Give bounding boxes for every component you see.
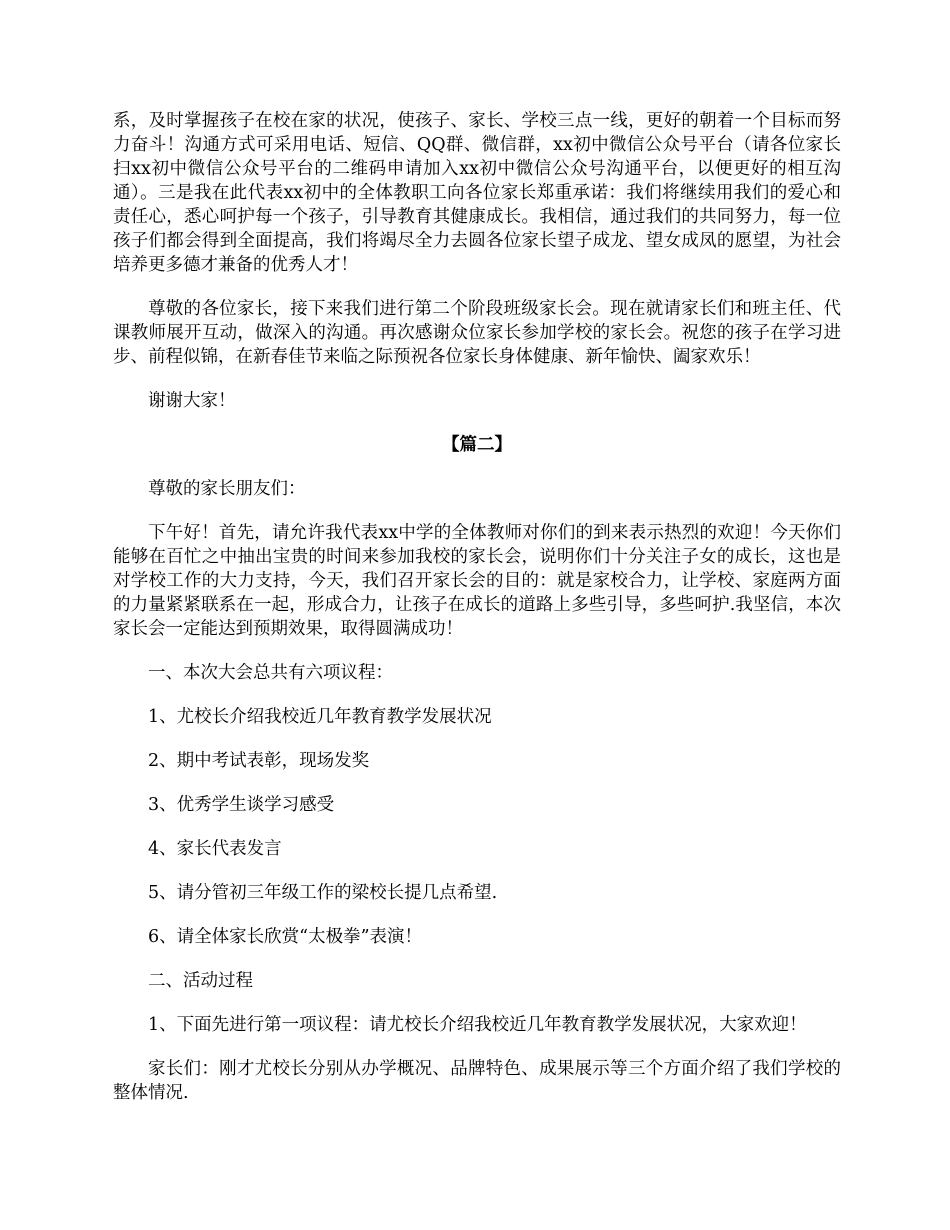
agenda-item: 1、尤校长介绍我校近几年教育教学发展状况: [148, 707, 492, 727]
document-page: [113, 109, 841, 1105]
paragraph-thanks: 谢谢大家！: [148, 391, 236, 411]
paragraph-salutation: 尊敬的家长朋友们：: [148, 479, 306, 499]
agenda-item: 3、优秀学生谈学习感受: [148, 795, 335, 815]
paragraph-continuation: 系，及时掌握孩子在校在家的状况，使孩子、家长、学校三点一线，更好的朝着一个目标而努力奋斗！沟通方式可采用电话、短信、QQ群、微信群，xx初中微信公众号平台（请各位家长扫xx初中微信公众号平台的二维码申请加入xx初中微信公众号沟通平台，以便更好的相互沟通）。三是我在此代表xx初中的全体教职工向各位家长郑重承诺：我们将继续用我们的爱心和责任心，悉心呵护每一个孩子，引导教育其健康成长。我相信，通过我们的共同努力，每一位孩子们都会得到全面提高，我们将竭尽全力去圆各位家长望子成龙、望女成凤的愿望，为社会培养更多德才兼备的优秀人才！: [113, 111, 841, 275]
paragraph-closing-remarks: 尊敬的各位家长，接下来我们进行第二个阶段班级家长会。现在就请家长们和班主任、代课教师展开互动，做深入的沟通。再次感谢众位家长参加学校的家长会。祝您的孩子在学习进步、前程似锦，在新春佳节来临之际预祝各位家长身体健康、新年愉快、阖家欢乐！: [113, 299, 841, 367]
paragraph-welcome: 下午好！首先，请允许我代表xx中学的全体教师对你们的到来表示热烈的欢迎！今天你们能够在百忙之中抽出宝贵的时间来参加我校的家长会，说明你们十分关注子女的成长，这也是对学校工作的大力支持，今天，我们召开家长会的目的：就是家校合力，让学校、家庭两方面的力量紧紧联系在一起，形成合力，让孩子在成长的道路上多些引导，多些呵护.我坚信，本次家长会一定能达到预期效果，取得圆满成功！: [113, 523, 841, 639]
paragraph-agenda-intro: 一、本次大会总共有六项议程：: [148, 663, 393, 683]
paragraph-process-heading: 二、活动过程: [148, 971, 253, 991]
paragraph-process-step: 1、下面先进行第一项议程：请尤校长介绍我校近几年教育教学发展状况，大家欢迎！: [148, 1015, 807, 1035]
agenda-item: 4、家长代表发言: [148, 839, 282, 859]
agenda-item: 2、期中考试表彰，现场发奖: [148, 751, 370, 771]
section-heading: 【篇二】: [442, 435, 512, 455]
agenda-item: 6、请全体家长欣赏“太极拳”表演！: [148, 927, 423, 947]
paragraph-process-summary: 家长们：刚才尤校长分别从办学概况、品牌特色、成果展示等三个方面介绍了我们学校的整体情况.: [113, 1059, 841, 1103]
agenda-item: 5、请分管初三年级工作的梁校长提几点希望.: [148, 883, 498, 903]
